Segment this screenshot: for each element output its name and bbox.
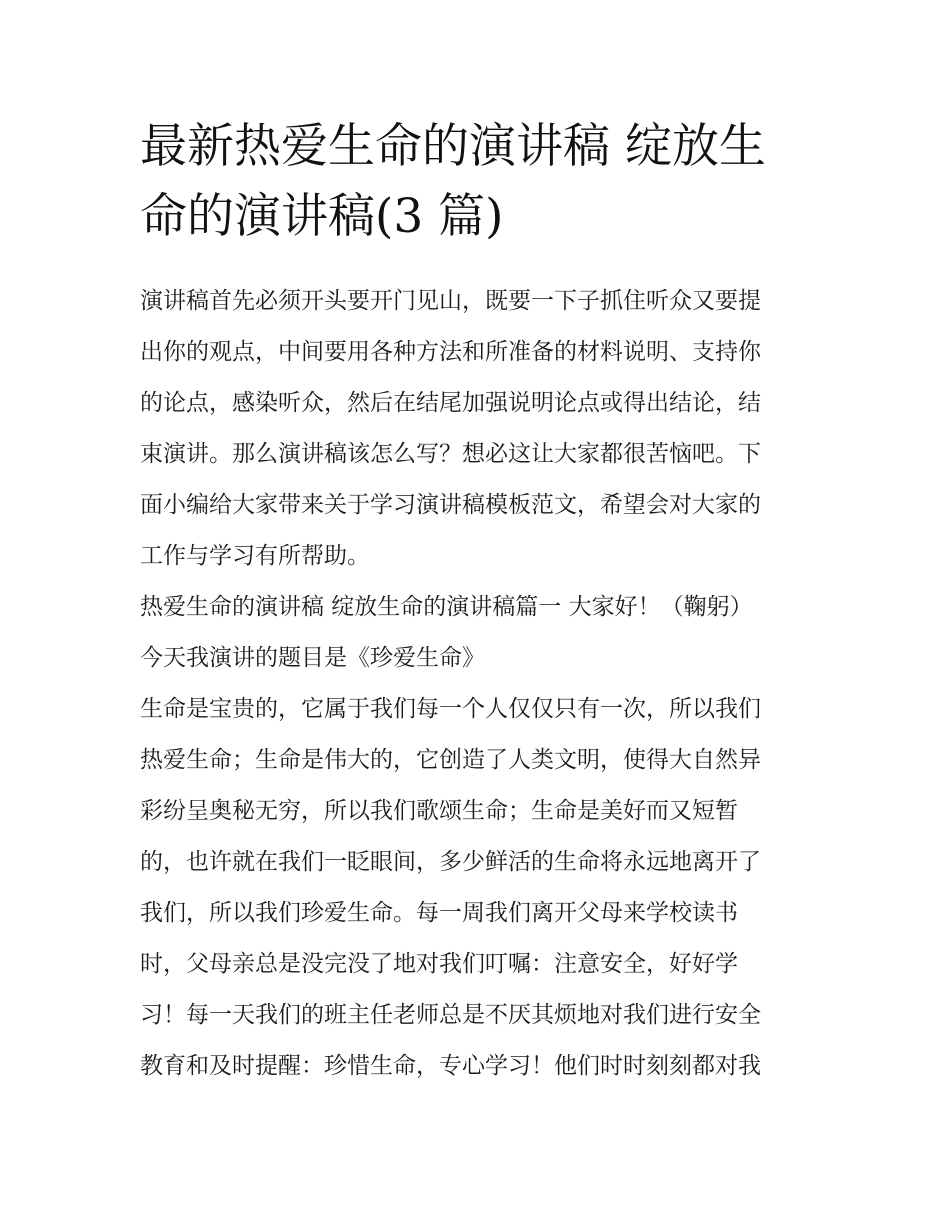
intro-line: 出你的观点，中间要用各种方法和所准备的材料说明、支持你	[140, 339, 761, 365]
intro-line: 面小编给大家带来关于学习演讲稿模板范文，希望会对大家的	[140, 492, 761, 518]
topic-line-text: 今天我演讲的题目是《珍爱生命》	[140, 645, 485, 671]
intro-line: 工作与学习有所帮助。	[140, 543, 370, 569]
topic-line	[140, 633, 816, 684]
body-paragraph	[140, 684, 816, 1092]
intro-line: 的论点，感染听众，然后在结尾加强说明论点或得出结论，结	[140, 390, 761, 416]
body-line: 我们，所以我们珍爱生命。每一周我们离开父母来学校读书	[140, 900, 738, 926]
document-body	[140, 276, 816, 1092]
title-line-1: 最新热爱生命的演讲稿 绽放生	[140, 119, 766, 174]
intro-paragraph	[140, 276, 816, 582]
title-line-2: 命的演讲稿(3 篇)	[140, 189, 504, 244]
body-line: 的，也许就在我们一眨眼间，多少鲜活的生命将永远地离开了	[140, 849, 761, 875]
body-line: 时，父母亲总是没完没了地对我们叮嘱：注意安全，好好学	[140, 951, 738, 977]
body-line: 教育和及时提醒：珍惜生命，专心学习！他们时时刻刻都对我	[140, 1053, 761, 1079]
body-line: 彩纷呈奥秘无穷，所以我们歌颂生命；生命是美好而又短暂	[140, 798, 738, 824]
document-title	[140, 112, 830, 252]
section-heading-text: 热爱生命的演讲稿 绽放生命的演讲稿篇一 大家好！（鞠躬）	[140, 594, 753, 620]
body-line: 生命是宝贵的，它属于我们每一个人仅仅只有一次，所以我们	[140, 696, 761, 722]
section-heading	[140, 582, 816, 633]
body-line: 热爱生命；生命是伟大的，它创造了人类文明，使得大自然异	[140, 747, 761, 773]
body-line: 习！每一天我们的班主任老师总是不厌其烦地对我们进行安全	[140, 1002, 761, 1028]
intro-line: 演讲稿首先必须开头要开门见山，既要一下子抓住听众又要提	[140, 288, 761, 314]
intro-line: 束演讲。那么演讲稿该怎么写？想必这让大家都很苦恼吧。下	[140, 441, 761, 467]
